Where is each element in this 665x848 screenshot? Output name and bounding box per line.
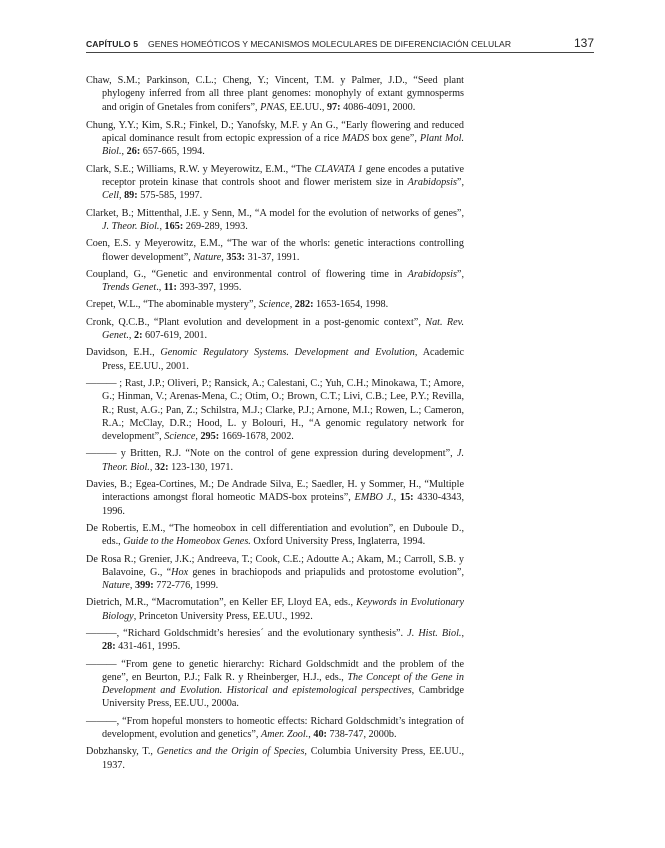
reference-entry [86,745,464,772]
reference-text: Chung, Y.Y.; Kim, S.R.; Finkel, D.; Yanofsky, M.F. y An G., “Early flowering and reduced apical dominance result from ectopic expression of a rice [86,119,464,145]
reference-text: 123-130, 1971. [168,461,234,473]
reference-text: ”, [456,177,464,189]
reference-italic-text: EMBO J. [354,492,394,504]
reference-text: ———, “From hopeful monsters to homeotic effects: Richard Goldschmidt’s integration of development, evolution and genetics”, [86,715,464,741]
reference-entry [86,478,464,518]
reference-volume: 28: [102,641,116,653]
reference-text: 772-776, 1999. [153,580,219,592]
reference-text: Crepet, W.L., “The abominable mystery”, [86,299,259,311]
reference-volume: 353: [226,251,246,263]
reference-list [86,74,464,772]
reference-text: ——— “From gene to genetic hierarchy: Richard Goldschmidt and the problem of the gene”, en Beurton, P.J.; Falk R. y Rheinberger, H.J., eds., [86,658,464,683]
reference-volume: 97: [326,101,341,113]
reference-volume: 89: [124,190,138,202]
reference-italic-text: Keywords in Evolutionary Biology [102,597,464,622]
reference-italic-text: MADS [342,133,370,145]
reference-text: ——— y Britten, R.J. “Note on the control of gene expression during development”, [86,448,457,460]
reference-text: 1669-1678, 2002. [219,431,294,443]
reference-italic-text: Cell, [102,190,122,202]
reference-text: Davidson, E.H., [86,347,161,359]
page-number: 137 [573,36,594,50]
reference-text: ———, “Richard Goldschmidt’s heresies´ and the evolutionary synthesis”. [86,627,408,639]
reference-italic-text: Arabidopsis [407,268,457,280]
reference-text: De Robertis, E.M., “The homeobox in cell differentiation and evolution”, en Duboule D., eds., [86,522,464,548]
reference-volume: 40: [313,729,327,741]
reference-volume: 2: [133,330,143,342]
reference-entry [86,268,464,295]
reference-text: 431-461, 1995. [115,641,181,653]
reference-text: genes in brachiopods and priapulids and protostome evolution”, [188,566,464,578]
reference-text: 575-585, 1997. [137,190,203,202]
reference-volume: 26: [126,146,141,158]
reference-entry [86,522,464,549]
reference-text: Oxford University Press, Inglaterra, 1994. [250,536,426,548]
reference-entry [86,74,464,114]
reference-text: , [221,251,227,263]
reference-text: 607-619, 2001. [142,330,207,342]
reference-text: Clark, S.E.; Williams, R.W. y Meyerowitz, E.M., “The [86,163,315,175]
reference-entry [86,447,464,474]
reference-italic-text: Amer. Zool. [261,729,309,741]
reference-entry [86,119,464,159]
reference-text: 4330-4343, 1996. [102,492,465,517]
reference-italic-text: PNAS [260,101,285,113]
reference-entry [86,163,464,203]
reference-italic-text: Science [258,299,290,311]
reference-italic-text: J. Theor. Biol. [102,448,464,473]
reference-entry [86,627,464,654]
reference-text: , [289,299,295,311]
reference-italic-text: Genomic Regulatory Systems. Development and Evolution [160,347,415,359]
reference-text: 1653-1654, 1998. [313,299,389,311]
reference-text: ”, [456,268,464,280]
reference-italic-text: The Concept of the Gene in Development and Evolution. Historical and epistemological perspectives [102,671,464,697]
reference-entry [86,316,464,343]
reference-text: , [393,492,400,504]
reference-italic-text: Nature [193,251,222,263]
reference-entry [86,596,464,623]
reference-text: Chaw, S.M.; Parkinson, C.L.; Cheng, Y.; Vincent, T.M. y Palmer, J.D., “Seed plant phylogeny inferred from all three plant genomes: monophyly of extant gymnosperms and origin of Gnetales from conifers”, [86,75,464,113]
reference-italic-text: J. Hist. Biol. [407,627,462,639]
reference-text: Coen, E.S. y Meyerowitz, E.M., “The war of the whorls: genetic interactions controlling flower development”, [86,238,464,263]
reference-italic-text: Science [164,431,196,443]
reference-text: 738-747, 2000b. [326,729,397,741]
reference-volume: 165: [164,220,184,232]
reference-text: , Princeton University Press, EE.UU., 1992. [133,610,313,622]
reference-text: Coupland, G., “Genetic and environmental control of flowering time in [86,268,408,280]
reference-text: 269-289, 1993. [183,220,248,232]
reference-text: gene encodes a putative receptor protein kinase that controls shoot and flower meristem size in [102,163,464,189]
reference-text: , [121,146,127,158]
reference-text: Clarket, B.; Mittenthal, J.E. y Senn, M., “A model for the evolution of networks of genes”, [86,207,464,219]
reference-text: De Rosa R.; Grenier, J.K.; Andreeva, T.; Cook, C.E.; Adoutte A.; Akam, M.; Carroll, S.B. y Balavoine, G., “ [86,553,464,578]
running-header [86,36,594,53]
reference-text: , EE.UU., [284,101,327,113]
reference-text: , Academic Press, EE.UU., 2001. [102,347,464,372]
reference-text: , [149,461,155,473]
reference-volume: 32: [154,461,169,473]
reference-text: , [308,729,314,741]
reference-text: , [461,627,464,639]
reference-volume: 11: [163,282,177,294]
reference-entry [86,346,464,373]
reference-italic-text: Arabidopsis [407,177,457,189]
reference-entry [86,658,464,711]
reference-text: 393-397, 1995. [176,282,242,294]
reference-italic-text: Guide to the Homeobox Genes. [123,536,251,548]
reference-entry [86,237,464,264]
chapter-label: CAPÍTULO 5 [86,39,139,49]
reference-italic-text: Hox [171,566,189,578]
reference-italic-text: CLAVATA 1 [314,163,363,175]
reference-italic-text: Trends Genet [102,282,157,294]
reference-text: , Cambridge University Press, EE.UU., 2000a. [102,685,464,710]
reference-entry [86,377,464,443]
reference-text: Cronk, Q.C.B., “Plant evolution and development in a post-genomic context”, [86,316,426,328]
reference-entry [86,207,464,234]
reference-text: ——— ; Rast, J.P.; Oliveri, P.; Ransick, A.; Calestani, C.; Yuh, C.H.; Minokawa, T.; Amore, G.; Hinman, V.; Arenas-Mena, C.; Otim, O.; Brown, C.T.; Livi, C.B.; Lee, P.Y.; Revilla, R.; Rust, A.G.; Pan, Z.; Schilstra, M.J.; Clarke, P.J.; Arnone, M.I.; Rowen, L.; Cameron, R.A.; McClay, D.R.; Hood, L. y Bolouri, H., “A genomic regulatory network for development”, [86,377,464,443]
reference-italic-text: Genetics and the Origin of Species [156,746,305,758]
reference-text: Dobzhansky, T., [86,746,157,758]
reference-entry [86,715,464,742]
reference-italic-text: J. Theor. Biol. [102,220,160,232]
reference-text: , [195,431,201,443]
reference-volume: 15: [399,492,414,504]
reference-text: Davies, B.; Egea-Cortines, M.; De Andrade Silva, E.; Saedler, H. y Sommer, H., “Multiple interactions amongst floral homeotic MADS-box proteins”, [86,479,464,504]
reference-volume: 282: [294,299,314,311]
reference-text: box gene”, [369,133,420,145]
reference-text: 4086-4091, 2000. [340,101,416,113]
reference-text: ., [156,282,164,294]
reference-text: , [129,580,136,592]
reference-italic-text: Plant Mol. Biol. [102,133,464,158]
reference-text: , [128,330,134,342]
reference-italic-text: Nat. Rev. Genet. [102,316,464,342]
reference-text: , Columbia University Press, EE.UU., 1937. [102,746,464,771]
reference-volume: 295: [200,431,220,443]
chapter-title: GENES HOMEÓTICOS Y MECANISMOS MOLECULARES DE DIFERENCIACIÓN CELULAR [148,39,512,49]
reference-text: 31-37, 1991. [245,251,300,263]
reference-text: Dietrich, M.R., “Macromutation”, en Keller EF, Lloyd EA, eds., [86,597,357,609]
reference-entry [86,298,464,311]
reference-volume: 399: [135,580,154,592]
reference-entry [86,553,464,593]
reference-text: 657-665, 1994. [140,146,205,158]
reference-italic-text: Nature [102,580,130,592]
reference-text: , [159,220,165,232]
